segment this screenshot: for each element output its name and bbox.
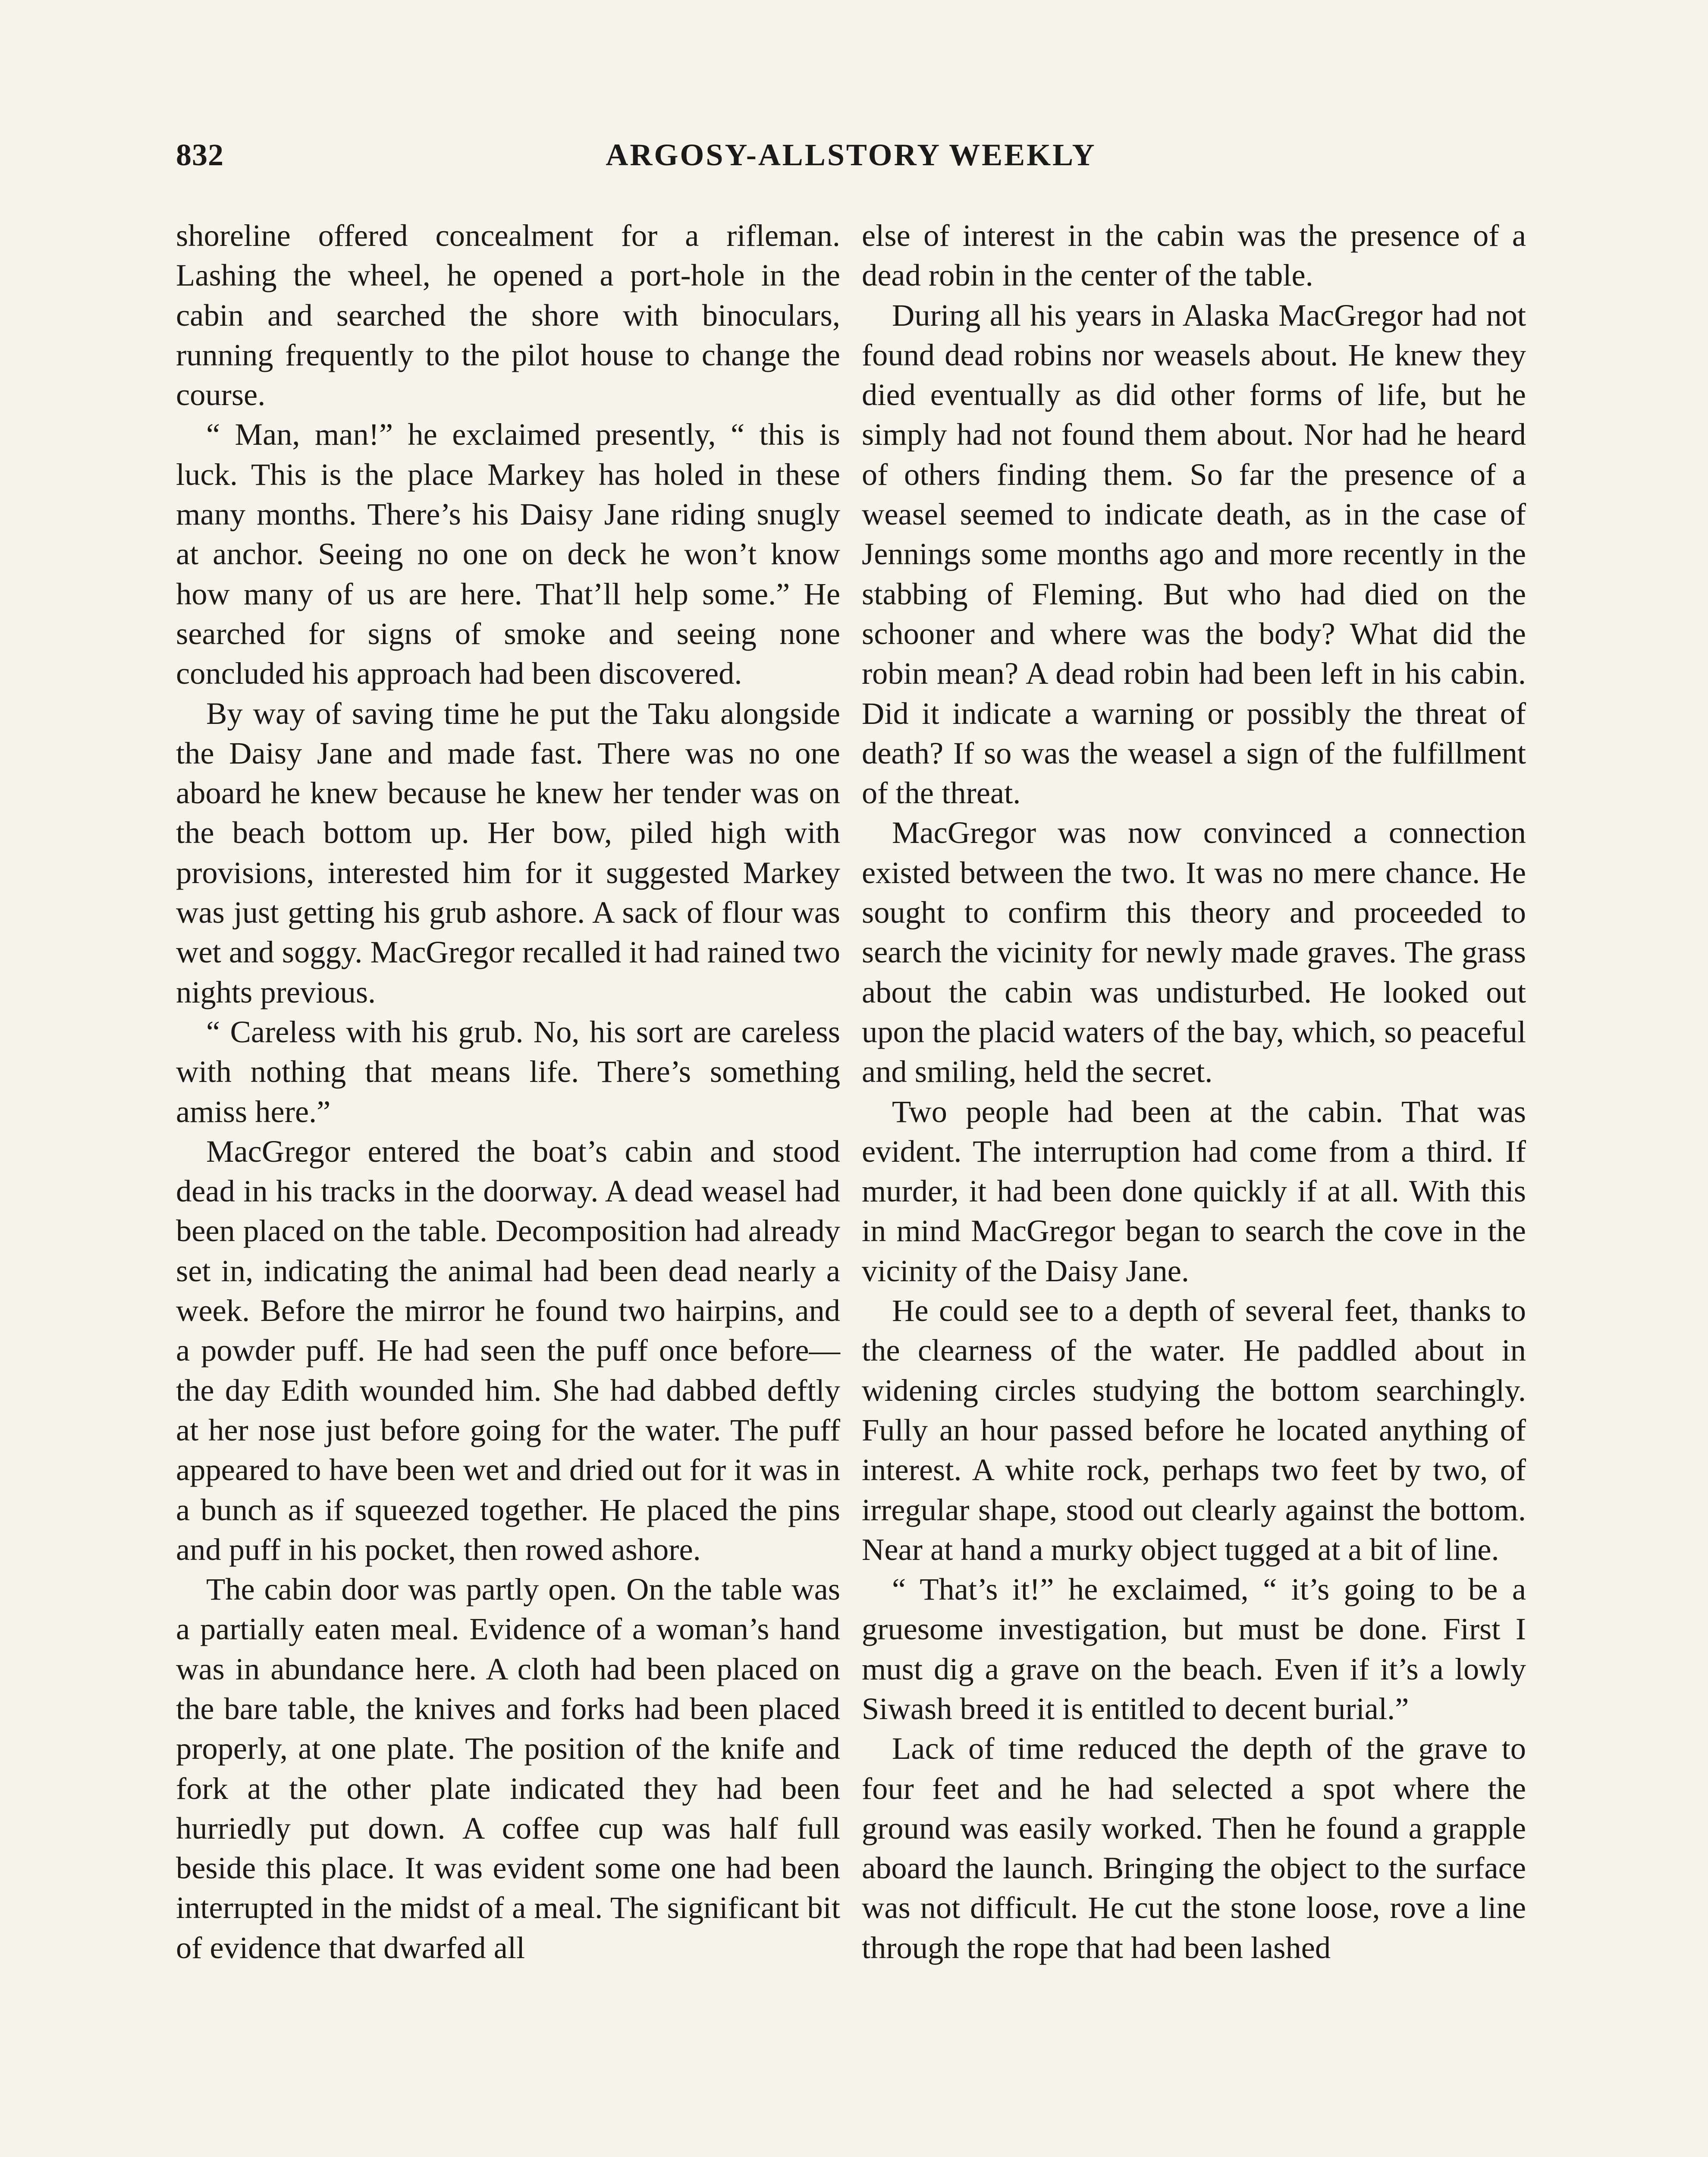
paragraph: shoreline offered concealment for a rifleman. Lashing the wheel, he opened a port-hole in the cabin and searched the shore with binoculars, running frequently to the pilot house to change the course. — [176, 218, 840, 412]
paragraph: He could see to a depth of several feet, thanks to the clearness of the water. He paddled about in widening circles studying the bottom searchingly. Fully an hour passed before he located anything of interest. A white rock, perhaps two feet by two, of irregular shape, stood out clearly against the bottom. Near at hand a murky object tugged at a bit of line. — [862, 1293, 1526, 1567]
paragraph: “ Careless with his grub. No, his sort are careless with nothing that means life. There’s something amiss here.” — [176, 1014, 840, 1129]
paragraph: Lack of time reduced the depth of the grave to four feet and he had selected a spot where the ground was easily worked. Then he found a grapple aboard the launch. Bringing the object to the surface was not difficult. He cut the stone loose, rove a line through the rope that had been lashed — [862, 1731, 1526, 1965]
right-column — [862, 216, 1526, 1968]
page-number: 832 — [176, 138, 224, 172]
paragraph: “ That’s it!” he exclaimed, “ it’s going to be a gruesome investigation, but must be done. First I must dig a grave on the beach. Even if it’s a lowly Siwash breed it is entitled to decent burial.” — [862, 1572, 1526, 1726]
text-columns — [176, 216, 1526, 2157]
paragraph: During all his years in Alaska MacGregor had not found dead robins nor weasels about. He knew they died eventually as did other forms of life, but he simply had not found them about. Nor had he heard of others finding them. So far the presence of a weasel seemed to indicate death, as in the case of Jennings some months ago and more recently in the stabbing of Fleming. But who had died on the schooner and where was the body? What did the robin mean? A dead robin had been left in his cabin. Did it indicate a warning or possibly the threat of death? If so was the weasel a sign of the fulfillment of the threat. — [862, 297, 1526, 811]
running-head: ARGOSY-ALLSTORY WEEKLY — [606, 138, 1096, 172]
paragraph: By way of saving time he put the Taku alongside the Daisy Jane and made fast. There was no one aboard he knew because he knew her tender was on the beach bottom up. Her bow, piled high with provisions, interested him for it suggested Markey was just getting his grub ashore. A sack of flour was wet and soggy. MacGregor recalled it had rained two nights previous. — [176, 695, 840, 1009]
paragraph: The cabin door was partly open. On the table was a partially eaten meal. Evidence of a woman’s hand was in abundance here. A cloth had been placed on the bare table, the knives and forks had been placed properly, at one plate. The position of the knife and fork at the other plate indicated they had been hurriedly put down. A coffee cup was half full beside this place. It was evident some one had been interrupted in the midst of a meal. The significant bit of evidence that dwarfed all — [176, 1572, 840, 1965]
paragraph: MacGregor entered the boat’s cabin and stood dead in his tracks in the doorway. A dead weasel had been placed on the table. Decomposition had already set in, indicating the animal had been dead nearly a week. Before the mirror he found two hairpins, and a powder puff. He had seen the puff once before—the day Edith wounded him. She had dabbed deftly at her nose just before going for the water. The puff appeared to have been wet and dried out for it was in a bunch as if squeezed together. He placed the pins and puff in his pocket, then rowed ashore. — [176, 1133, 840, 1567]
page-header — [176, 137, 1526, 185]
paragraph: else of interest in the cabin was the presence of a dead robin in the center of the table. — [862, 218, 1526, 293]
left-column — [176, 216, 840, 1968]
paragraph: MacGregor was now convinced a connection existed between the two. It was no mere chance. He sought to confirm this theory and proceeded to search the vicinity for newly made graves. The grass about the cabin was undisturbed. He looked out upon the placid waters of the bay, which, so peaceful and smiling, held the secret. — [862, 815, 1526, 1089]
paragraph: “ Man, man!” he exclaimed presently, “ this is luck. This is the place Markey has holed in these many months. There’s his Daisy Jane riding snugly at anchor. Seeing no one on deck he won’t know how many of us are here. That’ll help some.” He searched for signs of smoke and seeing none concluded his approach had been discovered. — [176, 417, 840, 691]
paragraph: Two people had been at the cabin. That was evident. The interruption had come from a third. If murder, it had been done quickly if at all. With this in mind MacGregor began to search the cove in the vicinity of the Daisy Jane. — [862, 1094, 1526, 1288]
